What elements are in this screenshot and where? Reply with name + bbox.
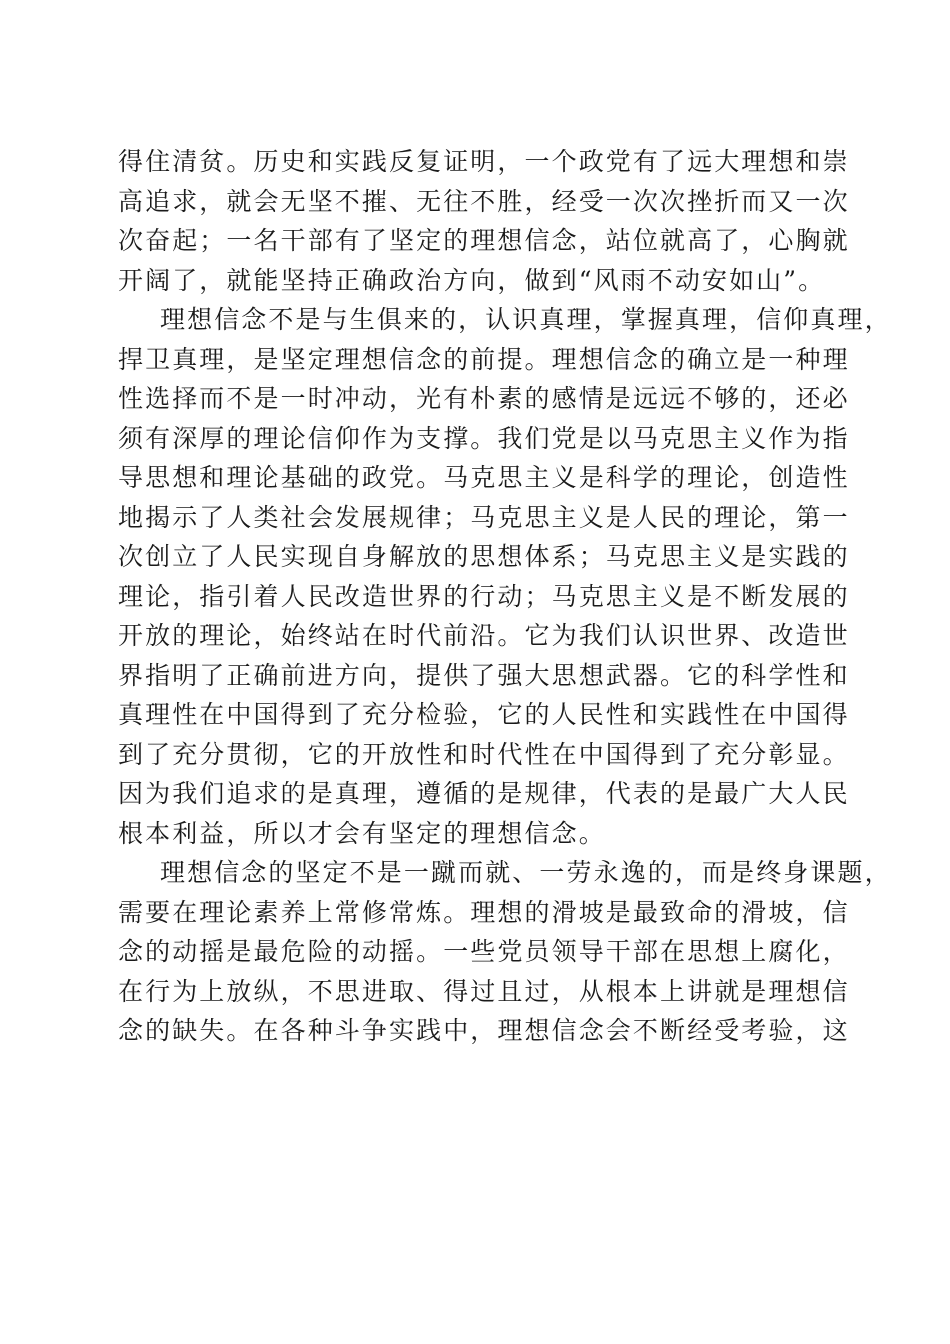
text-line: 根本利益，所以才会有坚定的理想信念。 bbox=[118, 818, 606, 848]
text-line: 开阔了，就能坚持正确政治方向，做到“风雨不动安如山”。 bbox=[118, 265, 826, 295]
text-line: 捍卫真理，是坚定理想信念的前提。理想信念的确立是一种理 bbox=[118, 344, 850, 374]
text-line: 性选择而不是一时冲动，光有朴素的感情是远远不够的，还必 bbox=[118, 384, 850, 413]
text-line: 念的缺失。在各种斗争实践中，理想信念会不断经受考验，这 bbox=[118, 1016, 850, 1045]
text-line: 导思想和理论基础的政党。马克思主义是科学的理论，创造性 bbox=[118, 463, 850, 492]
text-line: 高追求，就会无坚不摧、无往不胜，经受一次次挫折而又一次 bbox=[118, 186, 850, 216]
text-line: 理论，指引着人民改造世界的行动；马克思主义是不断发展的 bbox=[118, 581, 850, 611]
text-line: 次奋起；一名干部有了坚定的理想信念，站位就高了，心胸就 bbox=[118, 226, 850, 255]
body-text bbox=[118, 142, 892, 1051]
text-line: 须有深厚的理论信仰作为支撑。我们党是以马克思主义作为指 bbox=[118, 423, 850, 453]
text-line: 得住清贫。历史和实践反复证明，一个政党有了远大理想和崇 bbox=[118, 147, 850, 176]
text-line: 次创立了人民实现自身解放的思想体系；马克思主义是实践的 bbox=[118, 542, 850, 571]
text-line: 真理性在中国得到了充分检验，它的人民性和实践性在中国得 bbox=[118, 700, 850, 729]
text-line: 开放的理论，始终站在时代前沿。它为我们认识世界、改造世 bbox=[118, 621, 850, 650]
paragraph-first-line: 理想信念的坚定不是一蹴而就、一劳永逸的，而是终身课题， bbox=[160, 858, 892, 887]
text-line: 念的动摇是最危险的动摇。一些党员领导干部在思想上腐化， bbox=[118, 937, 850, 966]
text-line: 到了充分贯彻，它的开放性和时代性在中国得到了充分彰显。 bbox=[118, 739, 850, 769]
paragraph-first-line: 理想信念不是与生俱来的，认识真理，掌握真理，信仰真理， bbox=[160, 305, 892, 334]
text-line: 界指明了正确前进方向，提供了强大思想武器。它的科学性和 bbox=[118, 660, 850, 690]
text-line: 需要在理论素养上常修常炼。理想的滑坡是最致命的滑坡，信 bbox=[118, 897, 850, 927]
text-line: 在行为上放纵，不思进取、得过且过，从根本上讲就是理想信 bbox=[118, 976, 850, 1006]
text-line: 地揭示了人类社会发展规律；马克思主义是人民的理论，第一 bbox=[118, 502, 850, 532]
text-line: 因为我们追求的是真理，遵循的是规律，代表的是最广大人民 bbox=[118, 779, 850, 808]
